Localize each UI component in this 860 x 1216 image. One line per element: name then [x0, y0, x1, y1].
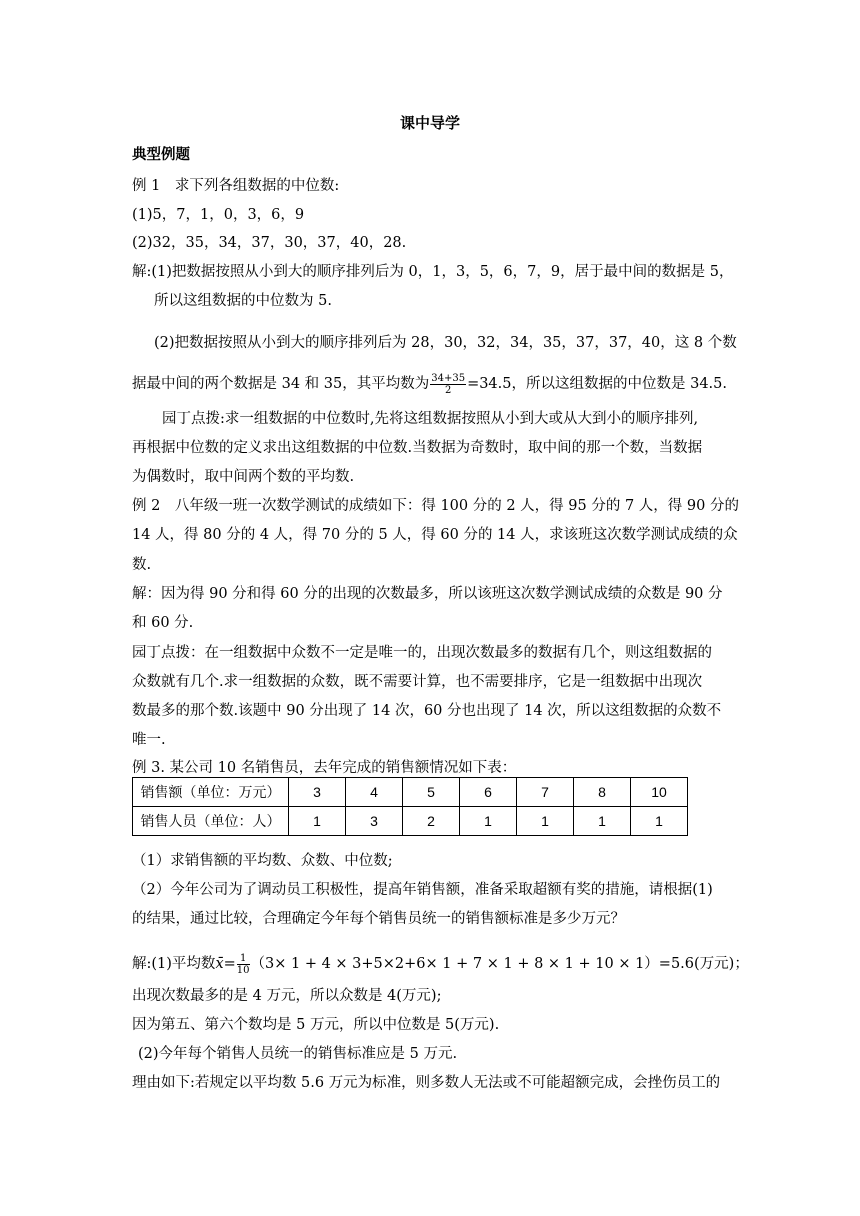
ex2-answer-line1: 解：因为得 90 分和得 60 分的出现的次数最多，所以该班这次数学测试成绩的众数是 90 分 — [132, 586, 723, 602]
ex3-part2-line1: （2）今年公司为了调动员工积极性，提高年销售额，准备采取超额有奖的措施，请根据(1) — [132, 882, 713, 898]
ex2-question-line3: 数. — [132, 557, 152, 573]
table-cell: 4 — [346, 778, 403, 807]
ex1-part2: (2)32，35，34，37，30，37，40，28. — [132, 235, 407, 251]
sales-table — [132, 777, 688, 836]
ex3-solution-median: 因为第五、第六个数均是 5 万元，所以中位数是 5(万元). — [132, 1017, 500, 1033]
ex1-solution2-pre: 据最中间的两个数据是 34 和 35，其平均数为 — [132, 376, 430, 392]
table-cell: 2 — [403, 807, 460, 836]
table-row-label: 销售额（单位：万元） — [133, 778, 289, 807]
table-cell: 1 — [631, 807, 688, 836]
average-fraction — [430, 373, 466, 396]
ex2-tip-line4: 唯一. — [132, 732, 166, 748]
table-cell: 3 — [346, 807, 403, 836]
ex1-solution1-line1: 解:(1)把数据按照从小到大的顺序排列后为 0，1，3，5，6，7，9，居于最中间的数据是 5， — [132, 264, 734, 280]
section-heading: 典型例题 — [132, 146, 190, 163]
fraction-numerator: 34+35 — [431, 372, 466, 384]
ex2-answer-line2: 和 60 分. — [132, 615, 194, 631]
ex3-solution-mean — [132, 952, 749, 976]
ex2-tip-line3: 数最多的那个数.该题中 90 分出现了 14 次，60 分也出现了 14 次，所以这组数据的众数不 — [132, 703, 722, 719]
table-cell: 6 — [460, 778, 517, 807]
ex3-solution-mode: 出现次数最多的是 4 万元，所以众数是 4(万元); — [132, 988, 442, 1004]
table-cell: 1 — [460, 807, 517, 836]
ex3-solution-part2: (2)今年每个销售人员统一的销售标准应是 5 万元. — [138, 1046, 458, 1062]
mean-expression: （3× 1 + 4 × 3+5×2+6× 1 + 7 × 1 + 8 × 1 + 10 × 1）=5.6(万元)； — [250, 956, 749, 972]
ex1-tip-line1: 园丁点拨:求一组数据的中位数时,先将这组数据按照从小到大或从大到小的顺序排列, — [162, 411, 699, 427]
ex1-tip-line2: 再根据中位数的定义求出这组数据的中位数.当数据为奇数时，取中间的那一个数，当数据 — [132, 440, 703, 456]
fraction-denominator: 2 — [444, 384, 452, 396]
ex1-solution2-line1: (2)把数据按照从小到大的顺序排列后为 28，30，32，34，35，37，37，40，这 8 个数 — [154, 335, 737, 351]
ex3-question: 例 3. 某公司 10 名销售员，去年完成的销售额情况如下表： — [132, 760, 517, 776]
table-cell: 7 — [517, 778, 574, 807]
ex1-question: 例 1 求下列各组数据的中位数: — [132, 178, 340, 194]
mean-label: 解:(1)平均数 — [132, 956, 216, 972]
table-row — [133, 778, 688, 807]
ex2-question-line1: 例 2 八年级一班一次数学测试的成绩如下：得 100 分的 2 人，得 95 分的 7 人，得 90 分的 — [132, 498, 739, 514]
table-cell: 1 — [289, 807, 346, 836]
page-title: 课中导学 — [399, 114, 460, 132]
mean-fraction — [237, 953, 250, 976]
table-cell: 10 — [631, 778, 688, 807]
ex2-question-line2: 14 人，得 80 分的 4 人，得 70 分的 5 人，得 60 分的 14 人，求该班这次数学测试成绩的众 — [132, 527, 738, 543]
fraction-numerator: 1 — [237, 953, 250, 965]
ex1-part1: (1)5，7，1，0，3，6，9 — [132, 207, 305, 223]
ex3-part2-line2: 的结果，通过比较，合理确定今年每个销售员统一的销售额标准是多少万元？ — [132, 911, 625, 927]
ex2-tip-line1: 园丁点拨：在一组数据中众数不一定是唯一的，出现次数最多的数据有几个，则这组数据的 — [132, 645, 712, 661]
table-row-label: 销售人员（单位：人） — [133, 807, 289, 836]
table-cell: 5 — [403, 778, 460, 807]
ex3-solution-reason: 理由如下:若规定以平均数 5.6 万元为标准，则多数人无法或不可能超额完成，会挫伤员工的 — [132, 1075, 721, 1091]
table-cell: 1 — [574, 807, 631, 836]
ex1-tip-line3: 为偶数时，取中间两个数的平均数. — [132, 469, 355, 485]
ex1-solution1-line2: 所以这组数据的中位数为 5. — [154, 293, 332, 309]
table-cell: 1 — [517, 807, 574, 836]
fraction-denominator: 10 — [236, 964, 250, 976]
ex1-solution2-line2 — [132, 372, 727, 396]
ex2-tip-line2: 众数就有几个.求一组数据的众数，既不需要计算，也不需要排序，它是一组数据中出现次 — [132, 674, 703, 690]
equals-sign: = — [223, 956, 236, 972]
table-cell: 8 — [574, 778, 631, 807]
table-row — [133, 807, 688, 836]
ex1-solution2-post: =34.5，所以这组数据的中位数是 34.5. — [467, 376, 727, 392]
table-cell: 3 — [289, 778, 346, 807]
ex3-part1: （1）求销售额的平均数、众数、中位数; — [132, 853, 393, 869]
xbar-symbol: x̄ — [215, 956, 224, 972]
